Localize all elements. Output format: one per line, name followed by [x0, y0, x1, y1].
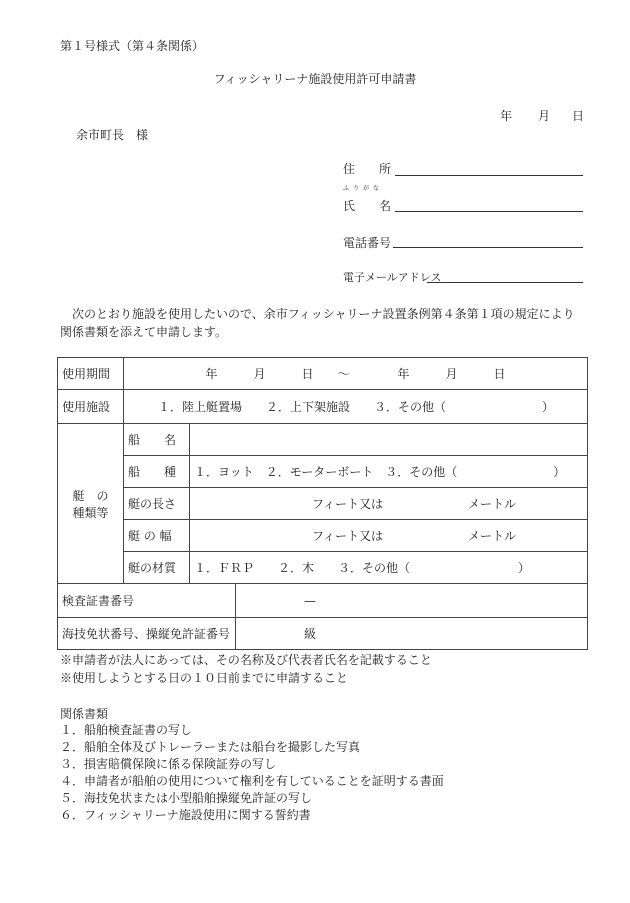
- ship-name-value[interactable]: [190, 424, 588, 456]
- docs-title: 関係書類: [60, 707, 109, 721]
- table-row: [58, 456, 588, 488]
- address-label: 住 所: [343, 162, 392, 176]
- license-value[interactable]: 級: [236, 618, 588, 650]
- name-label: 氏 名: [343, 199, 392, 213]
- name-field[interactable]: [395, 211, 583, 212]
- address-field[interactable]: [395, 175, 583, 176]
- table-row: [58, 520, 588, 552]
- page-title: フィッシャリーナ施設使用許可申請書: [213, 72, 417, 86]
- table-row: [58, 358, 588, 390]
- table-row: [58, 584, 588, 618]
- list-item: １．船舶検査証書の写し: [60, 723, 193, 737]
- list-item: ２．船舶全体及びトレーラーまたは船台を撮影した写真: [60, 740, 361, 754]
- inspection-value[interactable]: —: [236, 584, 588, 618]
- table-row: [58, 424, 588, 456]
- facility-value[interactable]: １．陸上艇置場 ２．上下架施設 ３．その他（ ）: [124, 390, 588, 424]
- boat-group-label: 艇 の 種類等: [58, 424, 124, 584]
- list-item: ３．損害賠償保険に係る保険証券の写し: [60, 757, 277, 771]
- width-label: 艇 の 幅: [124, 520, 190, 552]
- period-value[interactable]: 年 月 日 〜 年 月 日: [124, 358, 588, 390]
- list-item: ４．申請者が船舶の使用について権利を有していることを証明する書面: [60, 774, 444, 788]
- table-row: [58, 552, 588, 584]
- ship-type-value[interactable]: １．ヨット ２．モーターボート ３．その他（ ）: [190, 456, 588, 488]
- material-value[interactable]: １．ＦＲＰ ２．木 ３．その他（ ）: [190, 552, 588, 584]
- ship-type-label: 船 種: [124, 456, 190, 488]
- period-label: 使用期間: [58, 358, 124, 390]
- width-value[interactable]: フィート又は メートル: [190, 520, 588, 552]
- application-table: [57, 357, 588, 650]
- table-row: [58, 488, 588, 520]
- phone-field[interactable]: [393, 247, 583, 248]
- docs-list: [60, 722, 444, 824]
- phone-label: 電話番号: [343, 236, 392, 250]
- material-label: 艇の材質: [124, 552, 190, 584]
- list-item: ５．海技免状または小型船舶操縦免許証の写し: [60, 791, 313, 805]
- facility-label: 使用施設: [58, 390, 124, 424]
- addressee: 余市町長 様: [76, 128, 149, 142]
- license-label: 海技免状番号、操縦免許証番号: [58, 618, 236, 650]
- furigana-label: ふりがな: [343, 185, 384, 192]
- list-item: ６．フィッシャリーナ施設使用に関する誓約書: [60, 808, 311, 822]
- ship-name-label: 船 名: [124, 424, 190, 456]
- length-value[interactable]: フィート又は メートル: [190, 488, 588, 520]
- email-field[interactable]: [427, 282, 583, 283]
- table-row: [58, 390, 588, 424]
- length-label: 艇の長さ: [124, 488, 190, 520]
- form-number: 第１号様式（第４条関係）: [60, 39, 205, 53]
- inspection-label: 検査証書番号: [58, 584, 236, 618]
- email-label: 電子メールアドレス: [343, 271, 442, 284]
- table-row: [58, 618, 588, 650]
